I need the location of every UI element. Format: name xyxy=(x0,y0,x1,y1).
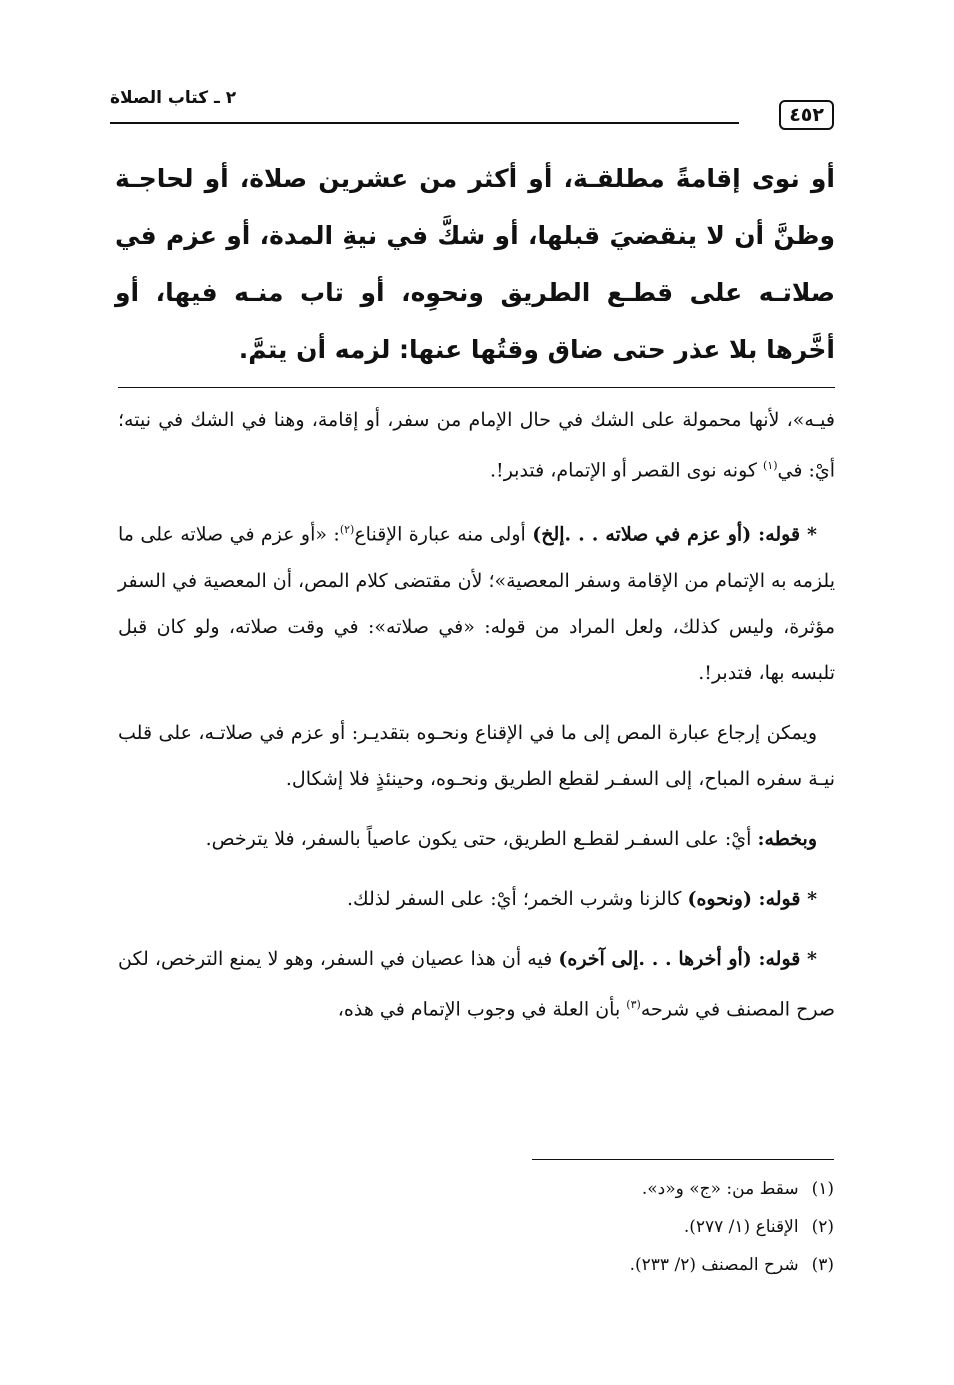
footnotes xyxy=(434,1170,834,1284)
footnote xyxy=(434,1170,834,1208)
lead-word: وبخطه: xyxy=(757,827,817,850)
footnote-text: شرح المصنف (٢/ ٢٣٣). xyxy=(629,1255,799,1275)
commentary-text: فيـه»، لأنها محمولة على الشك في حال الإمام من سفر، أو إقامة، وهنا في الشك في نيته؛ أيْ: في xyxy=(118,409,835,482)
commentary-paragraph-2 xyxy=(118,507,835,695)
main-text: أو نوى إقامةً مطلقـة، أو أكثر من عشرين صلاة، أو لحاجـة وظنَّ أن لا ينقضيَ قبلها، أو شكَّ في نيةِ المدة، أو عزم في صلاتـه على قطـع الطريق ونحوِه، أو تاب منـه فيها، أو أخَّرها بلا عذر حتى ضاق وقتُها عنها: لزمه أن يتمَّ. xyxy=(115,164,835,364)
footnote-ref: (١) xyxy=(762,459,778,472)
header-rule xyxy=(110,122,739,124)
footnote xyxy=(434,1208,834,1246)
commentary-text: كونه نوى القصر أو الإتمام، فتدبر!. xyxy=(490,459,763,482)
commentary-paragraph-1 xyxy=(118,397,835,493)
commentary-text: بأن العلة في وجوب الإتمام في هذه، xyxy=(337,997,627,1020)
quoted-lemma: * قوله: (ونحوه) xyxy=(687,887,817,910)
commentary-text: كالزنا وشرب الخمر؛ أيْ: على السفر لذلك. xyxy=(346,887,688,910)
footnote xyxy=(434,1246,834,1284)
footnote-text: الإقناع (١/ ٢٧٧). xyxy=(683,1217,799,1237)
footnote-number: (٢) xyxy=(811,1217,834,1237)
chapter-title: ٢ ـ كتاب الصلاة xyxy=(110,88,237,108)
commentary-text: أولى منه عبارة الإقناع xyxy=(354,523,533,546)
footnote-rule xyxy=(532,1159,834,1160)
footnote-ref: (٣) xyxy=(626,997,641,1011)
quoted-lemma: * قوله: (أو عزم في صلاته . . .إلخ) xyxy=(532,523,817,546)
footnote-ref: (٢) xyxy=(339,523,355,537)
footnote-number: (٣) xyxy=(811,1255,834,1275)
commentary-text: : «أو عزم في صلاته على ما يلزمه به الإتمام من الإقامة وسفر المعصية»؛ لأن مقتضى كلام المص، أن المعصية في السفر مؤثرة، وليس كذلك، ولعل المراد من قوله: «في صلاته»: في وقت صلاته، ولو كان قبل تلبسه بها، فتدبر!. xyxy=(118,523,835,684)
footnote-number: (١) xyxy=(811,1179,834,1199)
commentary-paragraph-3: ويمكن إرجاع عبارة المص إلى ما في الإقناع ونحـوه بتقديـر: أو عزم في صلاتـه، على قلب نيـة سفره المباح، إلى السفـر لقطع الطريق ونحـوه، وحينئذٍ فلا إشكال. xyxy=(118,721,835,790)
main-text-separator xyxy=(118,387,835,388)
commentary-text: فيه أن هذا عصيان في السفر، وهو لا يمنع الترخص، لكن صرح المصنف في شرحه xyxy=(118,947,835,1020)
page-number: ٤٥٢ xyxy=(779,100,834,130)
commentary-paragraph-6 xyxy=(118,936,835,1032)
commentary-paragraph-5 xyxy=(118,876,835,922)
commentary-paragraph-4 xyxy=(118,816,835,862)
commentary-text: أيْ: على السفـر لقطـع الطريق، حتى يكون عاصياً بالسفر، فلا يترخص. xyxy=(205,827,758,850)
footnote-text: سقط من: «ج» و«د». xyxy=(641,1179,799,1199)
commentary xyxy=(118,397,835,1046)
quoted-lemma: * قوله: (أو أخرها . . .إلى آخره) xyxy=(558,947,817,970)
page-header xyxy=(110,88,834,128)
